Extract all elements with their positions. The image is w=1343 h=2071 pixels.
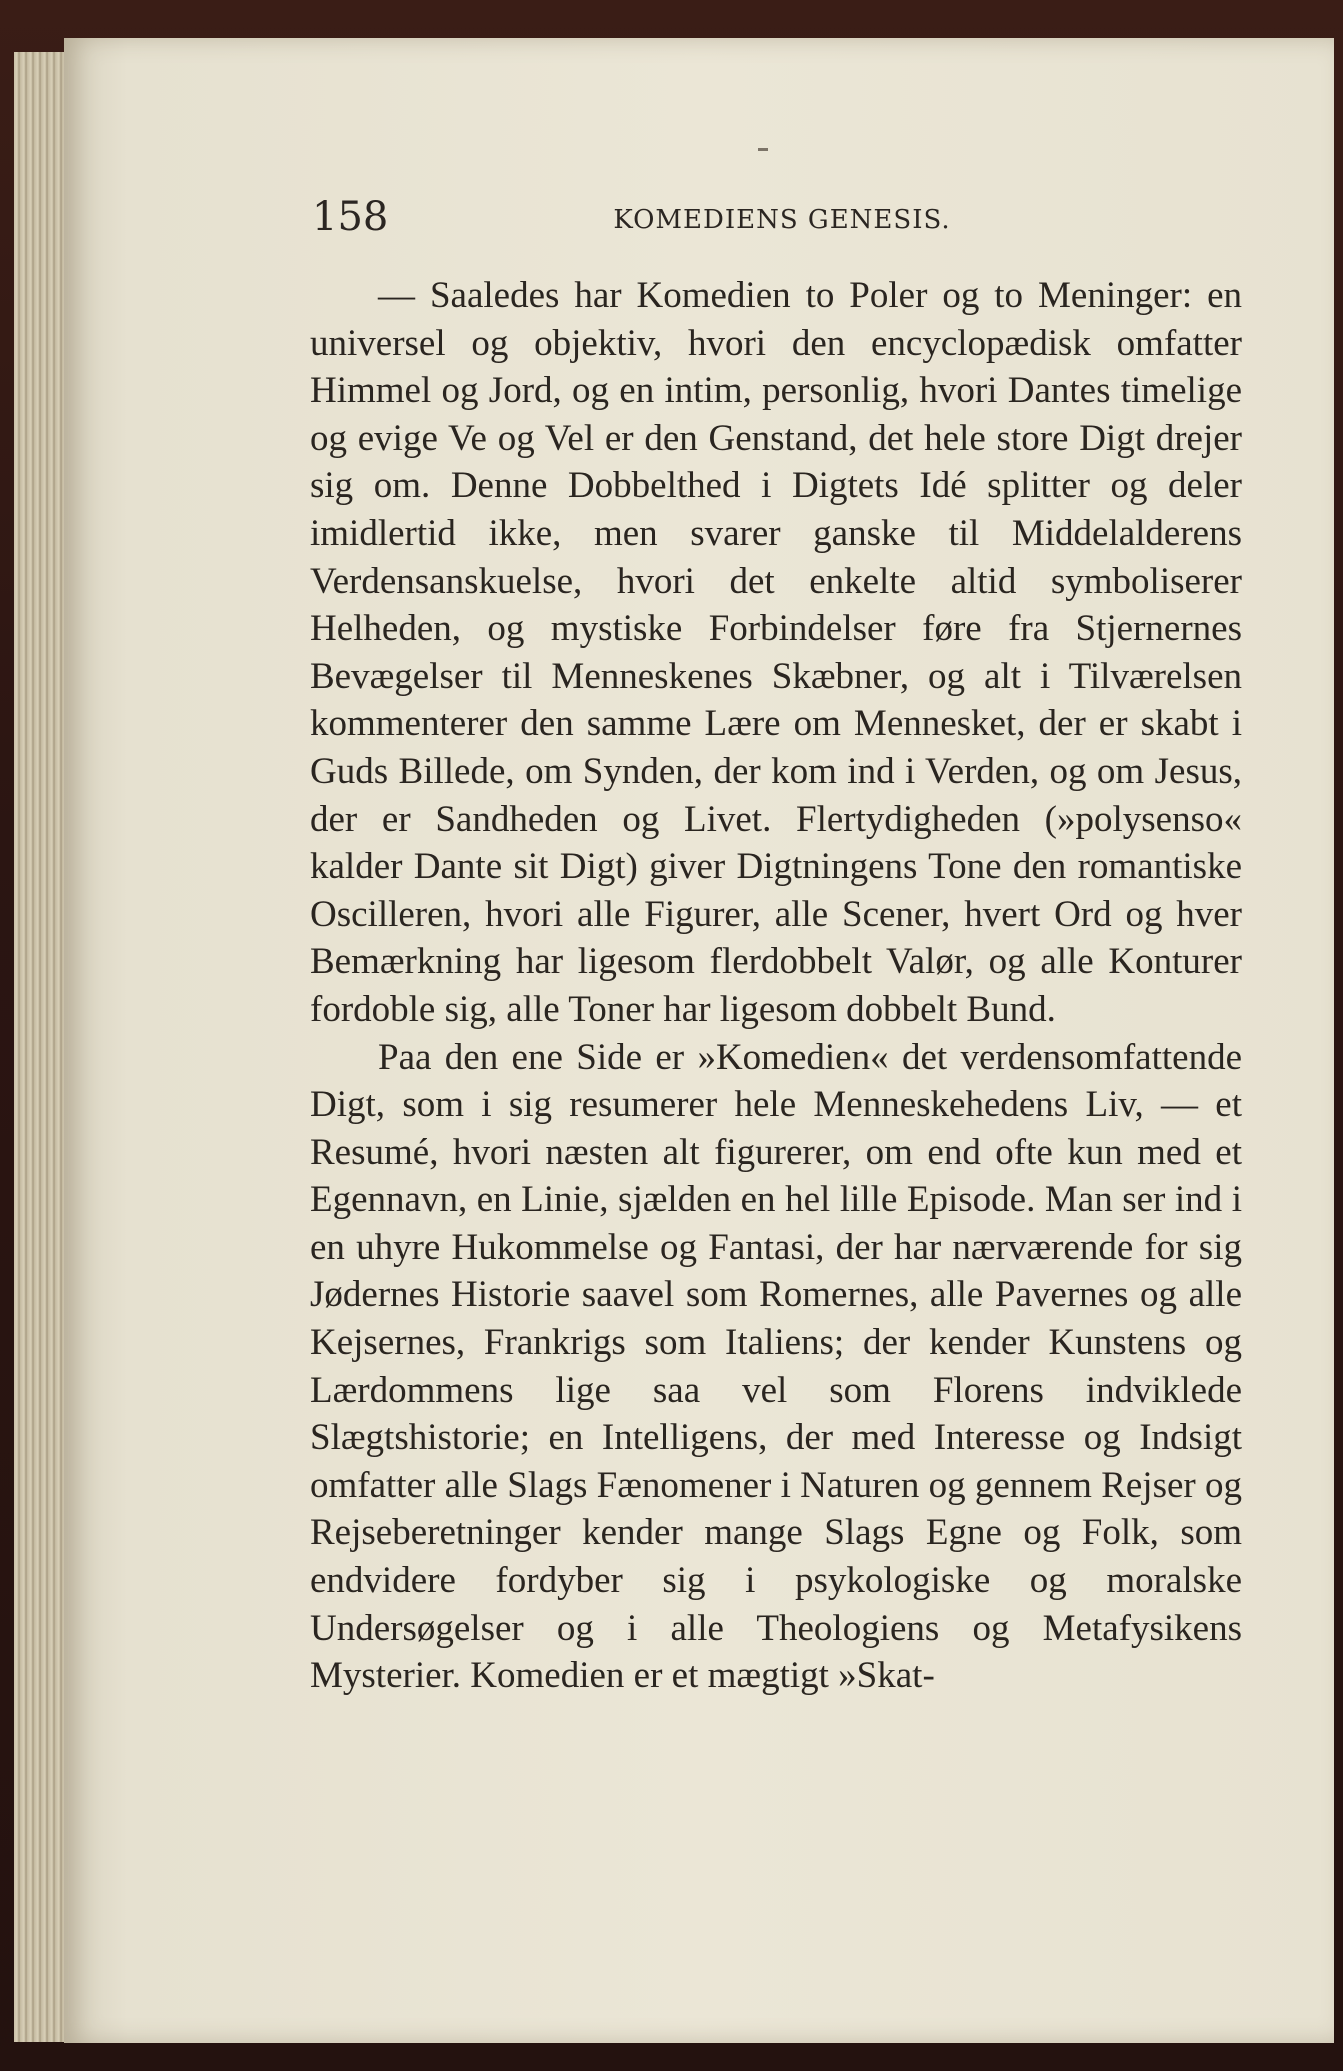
paragraph: Paa den ene Side er »Komedien« det verdensomfattende Digt, som i sig resumerer hele Menneskehedens Liv, — et Resumé, hvori næsten alt figurerer, om end ofte kun med et Egennavn, en Linie, sjælden en hel lille Episode. Man ser ind i en uhyre Hukommelse og Fantasi, der har nærværende for sig Jødernes Historie saavel som Romernes, alle Pavernes og alle Kejsernes, Frankrigs som Italiens; der kender Kunstens og Lærdommens lige saa vel som Florens indviklede Slægtshistorie; en Intelligens, der med Interesse og Indsigt omfatter alle Slags Fænomener i Naturen og gennem Rejser og Rejseberetninger kender mange Slags Egne og Folk, som endvidere fordyber sig i psykologiske og moralske Undersøgelser og i alle Theologiens og Metafysikens Mysterier. Komedien er et mægtigt »Skat- (310, 1036, 1242, 1697)
page-header (312, 192, 1252, 242)
print-mark (758, 148, 768, 151)
page-number: 158 (312, 194, 389, 240)
running-title: KOMEDIENS GENESIS. (613, 205, 951, 235)
body-text (310, 272, 1242, 1700)
paragraph: — Saaledes har Komedien to Poler og to Meninger: en universel og objektiv, hvori den encyclopædisk omfatter Himmel og Jord, og en intim, personlig, hvori Dantes timelige og evige Ve og Vel er den Genstand, det hele store Digt drejer sig om. Denne Dobbelthed i Digtets Idé splitter og deler imidlertid ikke, men svarer ganske til Middelalderens Verdensanskuelse, hvori det enkelte altid symboliserer Helheden, og mystiske Forbindelser føre fra Stjernernes Bevægelser til Menneskenes Skæbner, og alt i Tilværelsen kommenterer den samme Lære om Mennesket, der er skabt i Guds Billede, om Synden, der kom ind i Verden, og om Jesus, der er Sandheden og Livet. Flertydigheden (»polysenso« kalder Dante sit Digt) giver Digtningens Tone den romantiske Oscilleren, hvori alle Figurer, alle Scener, hvert Ord og hver Bemærkning har ligesom flerdobbelt Valør, og alle Konturer fordoble sig, alle Toner har ligesom dobbelt Bund. (310, 275, 1242, 1030)
